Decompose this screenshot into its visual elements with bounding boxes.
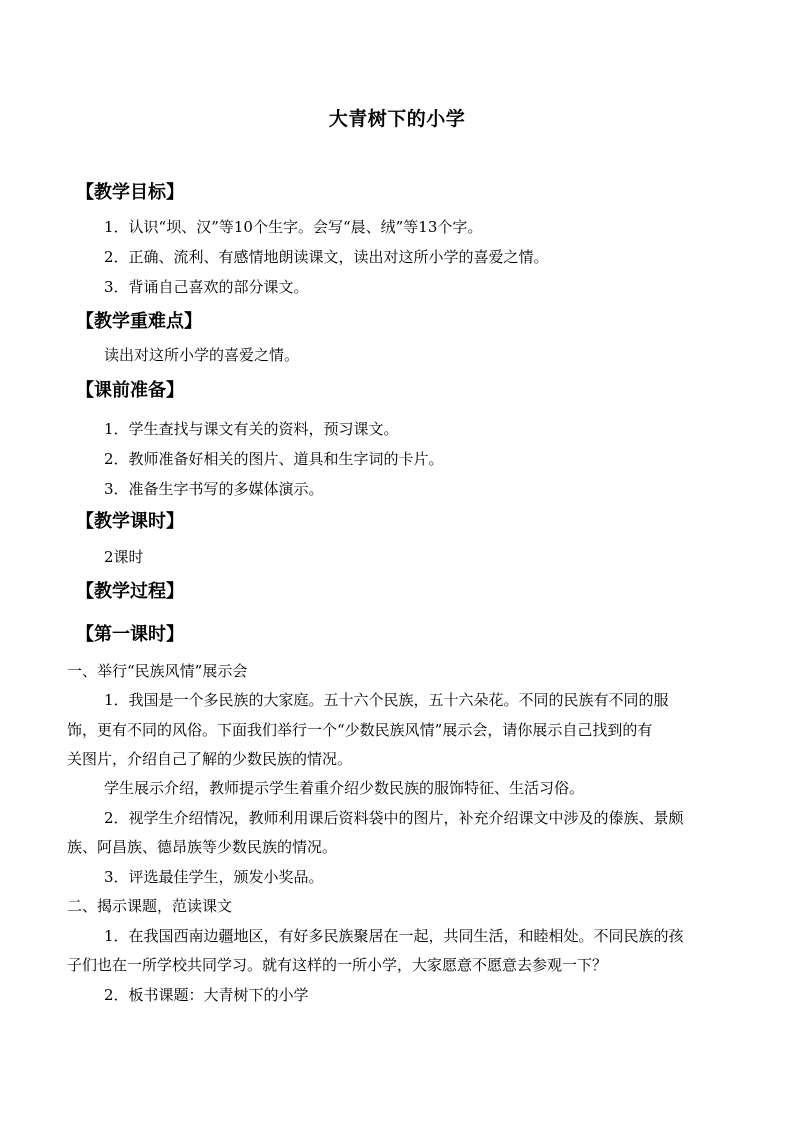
preparation-item-2: 2．教师准备好相关的图片、道具和生字词的卡片。 (104, 450, 444, 468)
goal-item-1: 1．认识“坝、汉”等10个生字。会写“晨、绒”等13个字。 (104, 218, 483, 236)
goal-item-3: 3．背诵自己喜欢的部分课文。 (104, 278, 309, 296)
goal-item-2: 2．正确、流利、有感情地朗读课文，读出对这所小学的喜爱之情。 (104, 248, 549, 266)
part-two-title: 二、揭示课题，范读课文 (67, 897, 233, 915)
part-one-paragraph-1-line-1: 1．我国是一个多民族的大家庭。五十六个民族，五十六朵花。不同的民族有不同的服 (104, 691, 669, 709)
part-two-paragraph-1-line-1: 1．在我国西南边疆地区，有好多民族聚居在一起，共同生活，和睦相处。不同民族的孩 (104, 927, 684, 945)
preparation-item-1: 1．学生查找与课文有关的资料，预习课文。 (104, 420, 399, 438)
heading-first-lesson: 【第一课时】 (76, 624, 184, 645)
part-two-paragraph-1-line-2: 子们也在一所学校共同学习。就有这样的一所小学，大家愿意不愿意去参观一下？ (67, 956, 608, 974)
heading-teaching-goals: 【教学目标】 (76, 182, 184, 203)
heading-teaching-process: 【教学过程】 (76, 581, 184, 602)
lesson-hours-text: 2课时 (104, 548, 144, 566)
part-one-paragraph-1-line-3: 关图片，介绍自己了解的少数民族的情况。 (67, 750, 353, 768)
heading-key-points: 【教学重难点】 (76, 311, 202, 332)
part-two-paragraph-2: 2．板书课题：大青树下的小学 (104, 986, 309, 1004)
part-one-paragraph-1-line-2: 饰，更有不同的风俗。下面我们举行一个“少数民族风情”展示会，请你展示自己找到的有 (67, 721, 653, 739)
part-one-paragraph-3-line-2: 族、阿昌族、德昂族等少数民族的情况。 (67, 838, 338, 856)
heading-preparation: 【课前准备】 (76, 380, 184, 401)
preparation-item-3: 3．准备生字书写的多媒体演示。 (104, 480, 324, 498)
part-one-paragraph-3-line-1: 2．视学生介绍情况，教师利用课后资料袋中的图片，补充介绍课文中涉及的傣族、景颇 (104, 809, 684, 827)
key-points-text: 读出对这所小学的喜爱之情。 (104, 346, 300, 364)
document-title: 大青树下的小学 (328, 108, 466, 130)
part-one-title: 一、举行“民族风情”展示会 (67, 662, 248, 680)
part-one-paragraph-4: 3．评选最佳学生，颁发小奖品。 (104, 868, 324, 886)
part-one-paragraph-2: 学生展示介绍，教师提示学生着重介绍少数民族的服饰特征、生活习俗。 (104, 779, 585, 797)
heading-lesson-hours: 【教学课时】 (76, 511, 184, 532)
